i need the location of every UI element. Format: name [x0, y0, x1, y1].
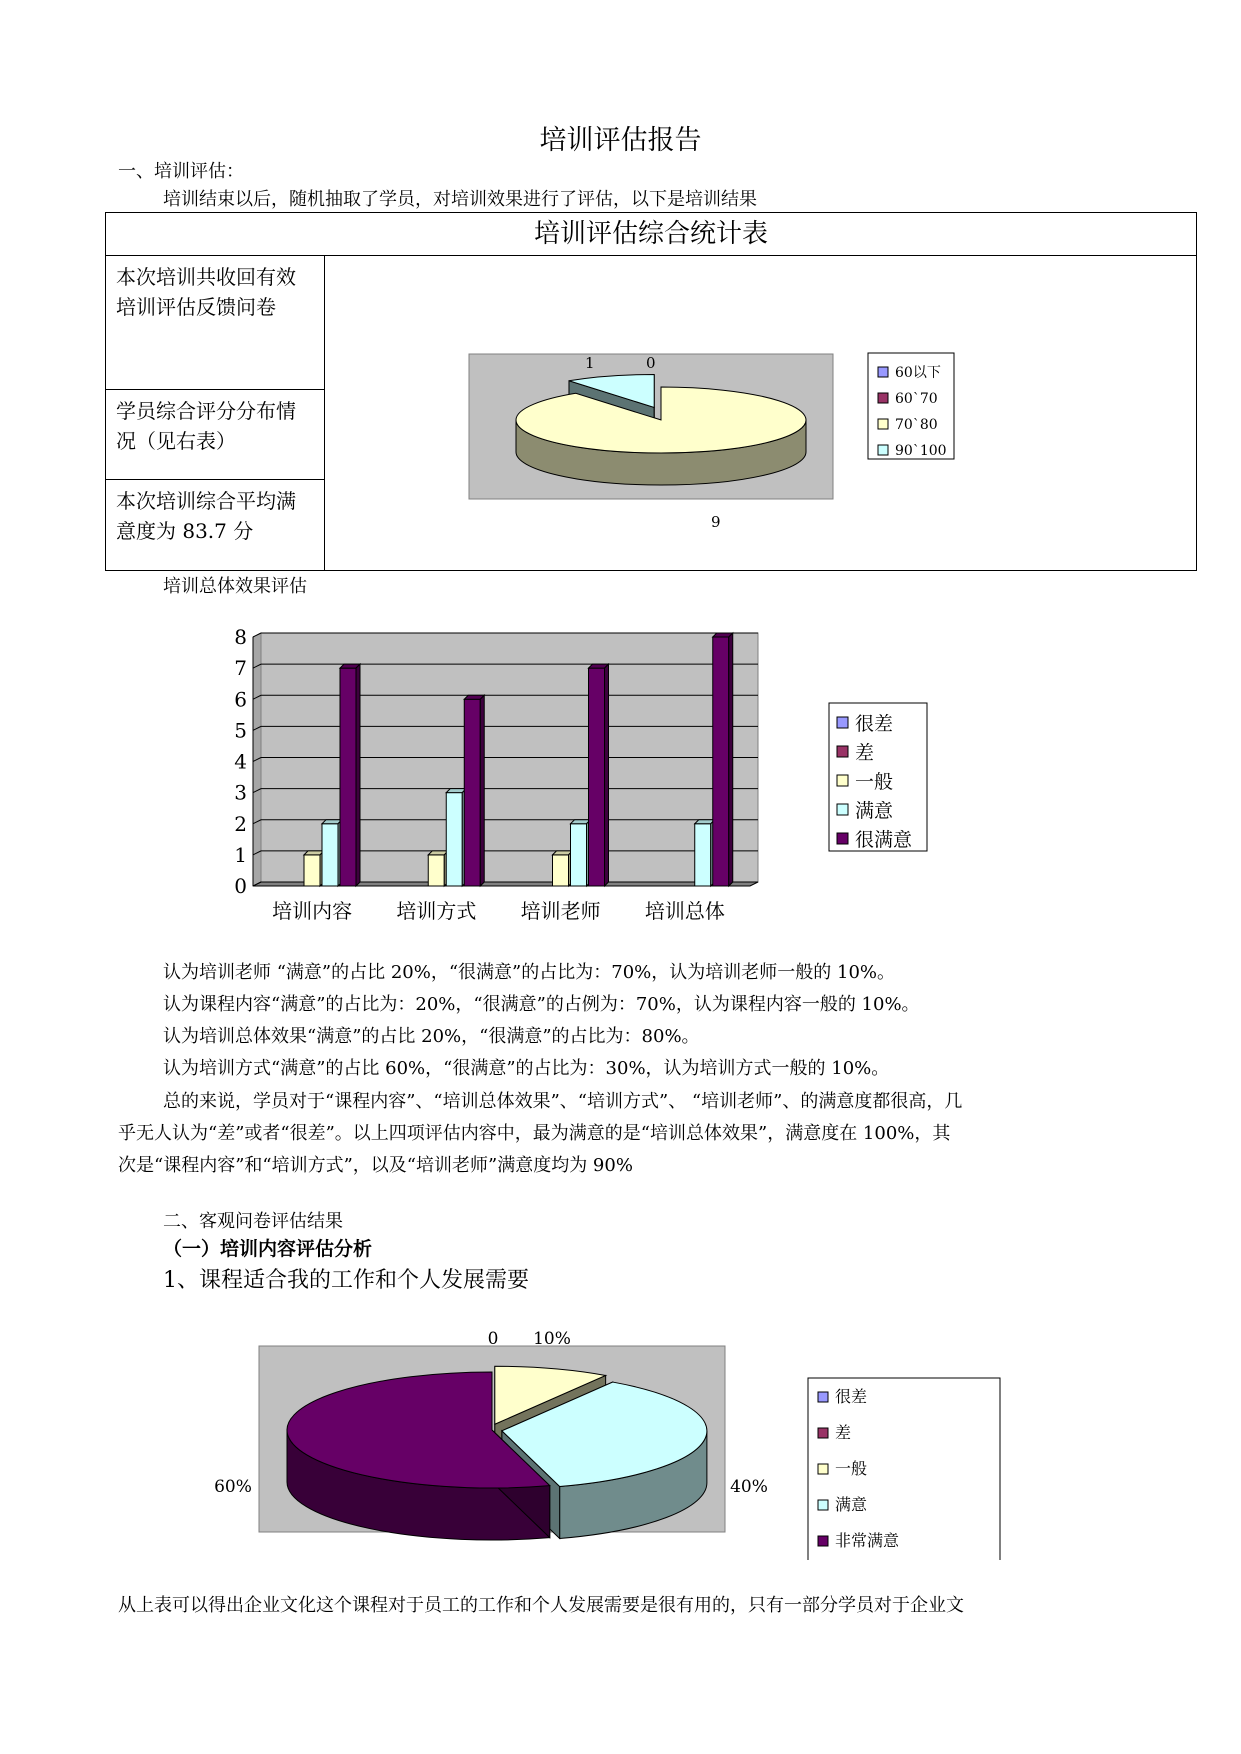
legend-label: 差: [835, 1423, 852, 1442]
data-label: 1: [585, 354, 595, 372]
y-tick-label: 0: [234, 874, 247, 898]
bar-一般: [553, 855, 569, 886]
legend-swatch: [837, 717, 848, 728]
y-tick-label: 6: [234, 687, 247, 712]
paragraph-method: 认为培训方式“满意”的占比 60%，“很满意”的占比为：30%，认为培训方式一般的 10%。: [163, 1058, 890, 1079]
stat-row-distribution: 学员综合评分分布情况（见右表）: [106, 390, 325, 480]
y-tick-label: 3: [234, 780, 247, 805]
legend-label: 一般: [835, 1459, 868, 1478]
bar-side: [729, 633, 733, 886]
paragraph-content: 认为课程内容“满意”的占比为：20%，“很满意”的占例为：70%，认为课程内容一般的 10%。: [163, 994, 920, 1015]
bar-很满意: [340, 668, 356, 886]
x-tick-label: 培训内容: [272, 899, 353, 923]
paragraph-overall: 认为培训总体效果“满意”的占比 20%，“很满意”的占比为：80%。: [163, 1026, 700, 1047]
legend-label: 60以下: [895, 365, 941, 381]
x-tick-label: 培训总体: [644, 899, 725, 923]
legend-label: 很差: [835, 1387, 868, 1406]
bar-满意: [322, 824, 338, 886]
section-1-heading: 一、培训评估：: [118, 161, 244, 182]
data-label: 0: [646, 354, 656, 372]
legend-swatch: [878, 419, 888, 429]
stat-table: [105, 212, 1197, 571]
stat-row-feedback: 本次培训共收回有效培训评估反馈问卷: [106, 256, 325, 390]
pie-slice-2: [516, 387, 806, 453]
bar-很满意: [589, 668, 605, 886]
stat-chart-cell: [325, 256, 1197, 571]
summary-line-2: 乎无人认为“差”或者“很差”。以上四项评估内容中，最为满意的是“培训总体效果”，满意度在 100%，其: [118, 1123, 951, 1144]
legend-swatch: [818, 1500, 828, 1510]
y-tick-label: 5: [234, 718, 247, 743]
legend-swatch: [818, 1464, 828, 1474]
section-2-subheading: （一）培训内容评估分析: [163, 1238, 373, 1260]
legend-swatch: [837, 775, 848, 786]
y-tick-label: 8: [234, 625, 247, 649]
data-label: 0: [487, 1329, 499, 1349]
legend-label: 很满意: [855, 829, 913, 851]
legend-swatch: [837, 833, 848, 844]
legend-label: 满意: [855, 800, 894, 822]
bar-side: [605, 664, 609, 886]
legend-label: 90`100: [895, 443, 947, 459]
legend-swatch: [818, 1536, 828, 1546]
paragraph-teacher: 认为培训老师 “满意”的占比 20%，“很满意”的占比为：70%，认为培训老师一般的 10%。: [163, 962, 895, 983]
legend-label: 60`70: [895, 391, 938, 407]
legend-swatch: [878, 393, 888, 403]
summary-line-3: 次是“课程内容”和“培训方式”，以及“培训老师”满意度均为 90%: [118, 1155, 633, 1176]
data-label: 60%: [214, 1477, 252, 1497]
bar-很满意: [713, 637, 729, 886]
legend-label: 一般: [855, 771, 894, 793]
data-label: 10%: [533, 1329, 571, 1349]
bar-满意: [695, 824, 711, 886]
legend-swatch: [818, 1392, 828, 1402]
stat-row-average: 本次培训综合平均满意度为 83.7 分: [106, 480, 325, 571]
bar-满意: [446, 793, 462, 886]
summary-line-1: 总的来说，学员对于“课程内容”、“培训总体效果”、“培训方式”、 “培训老师”、的满意度都很高，几: [163, 1091, 963, 1112]
conclusion-paragraph: 从上表可以得出企业文化这个课程对于员工的工作和个人发展需要是很有用的，只有一部分学员对于企业文: [118, 1595, 964, 1616]
legend-label: 满意: [835, 1495, 868, 1514]
y-tick-label: 2: [234, 811, 247, 836]
legend-swatch: [878, 367, 888, 377]
legend-swatch: [837, 746, 848, 757]
bar-满意: [571, 824, 587, 886]
bar-一般: [428, 855, 444, 886]
legend-label: 70`80: [895, 417, 938, 433]
legend-label: 很差: [855, 713, 894, 735]
score-distribution-chart: [325, 256, 1195, 566]
y-tick-label: 1: [234, 842, 247, 867]
overall-heading: 培训总体效果评估: [163, 576, 307, 597]
legend-label: 差: [855, 742, 875, 764]
legend-swatch: [818, 1428, 828, 1438]
section-2-heading: 二、客观问卷评估结果: [163, 1211, 343, 1232]
x-tick-label: 培训老师: [520, 899, 601, 923]
legend-swatch: [878, 445, 888, 455]
x-tick-label: 培训方式: [396, 899, 477, 923]
section-1-intro: 培训结束以后，随机抽取了学员，对培训效果进行了评估，以下是培训结果: [163, 189, 757, 210]
data-label: 40%: [730, 1477, 768, 1497]
course-fit-pie-chart: [205, 1320, 1015, 1560]
page-title: 培训评估报告: [539, 125, 702, 156]
y-tick-label: 4: [234, 749, 247, 774]
question-1-heading: 1、课程适合我的工作和个人发展需要: [163, 1268, 529, 1293]
bar-side: [480, 695, 484, 886]
legend-swatch: [837, 804, 848, 815]
legend-label: 非常满意: [835, 1531, 900, 1550]
y-tick-label: 7: [234, 656, 247, 681]
bar-side: [356, 664, 360, 886]
overall-effect-bar-chart: [232, 625, 952, 930]
data-label: 9: [711, 513, 721, 531]
bar-很满意: [464, 699, 480, 886]
stat-table-title: 培训评估综合统计表: [106, 213, 1197, 256]
bar-一般: [304, 855, 320, 886]
